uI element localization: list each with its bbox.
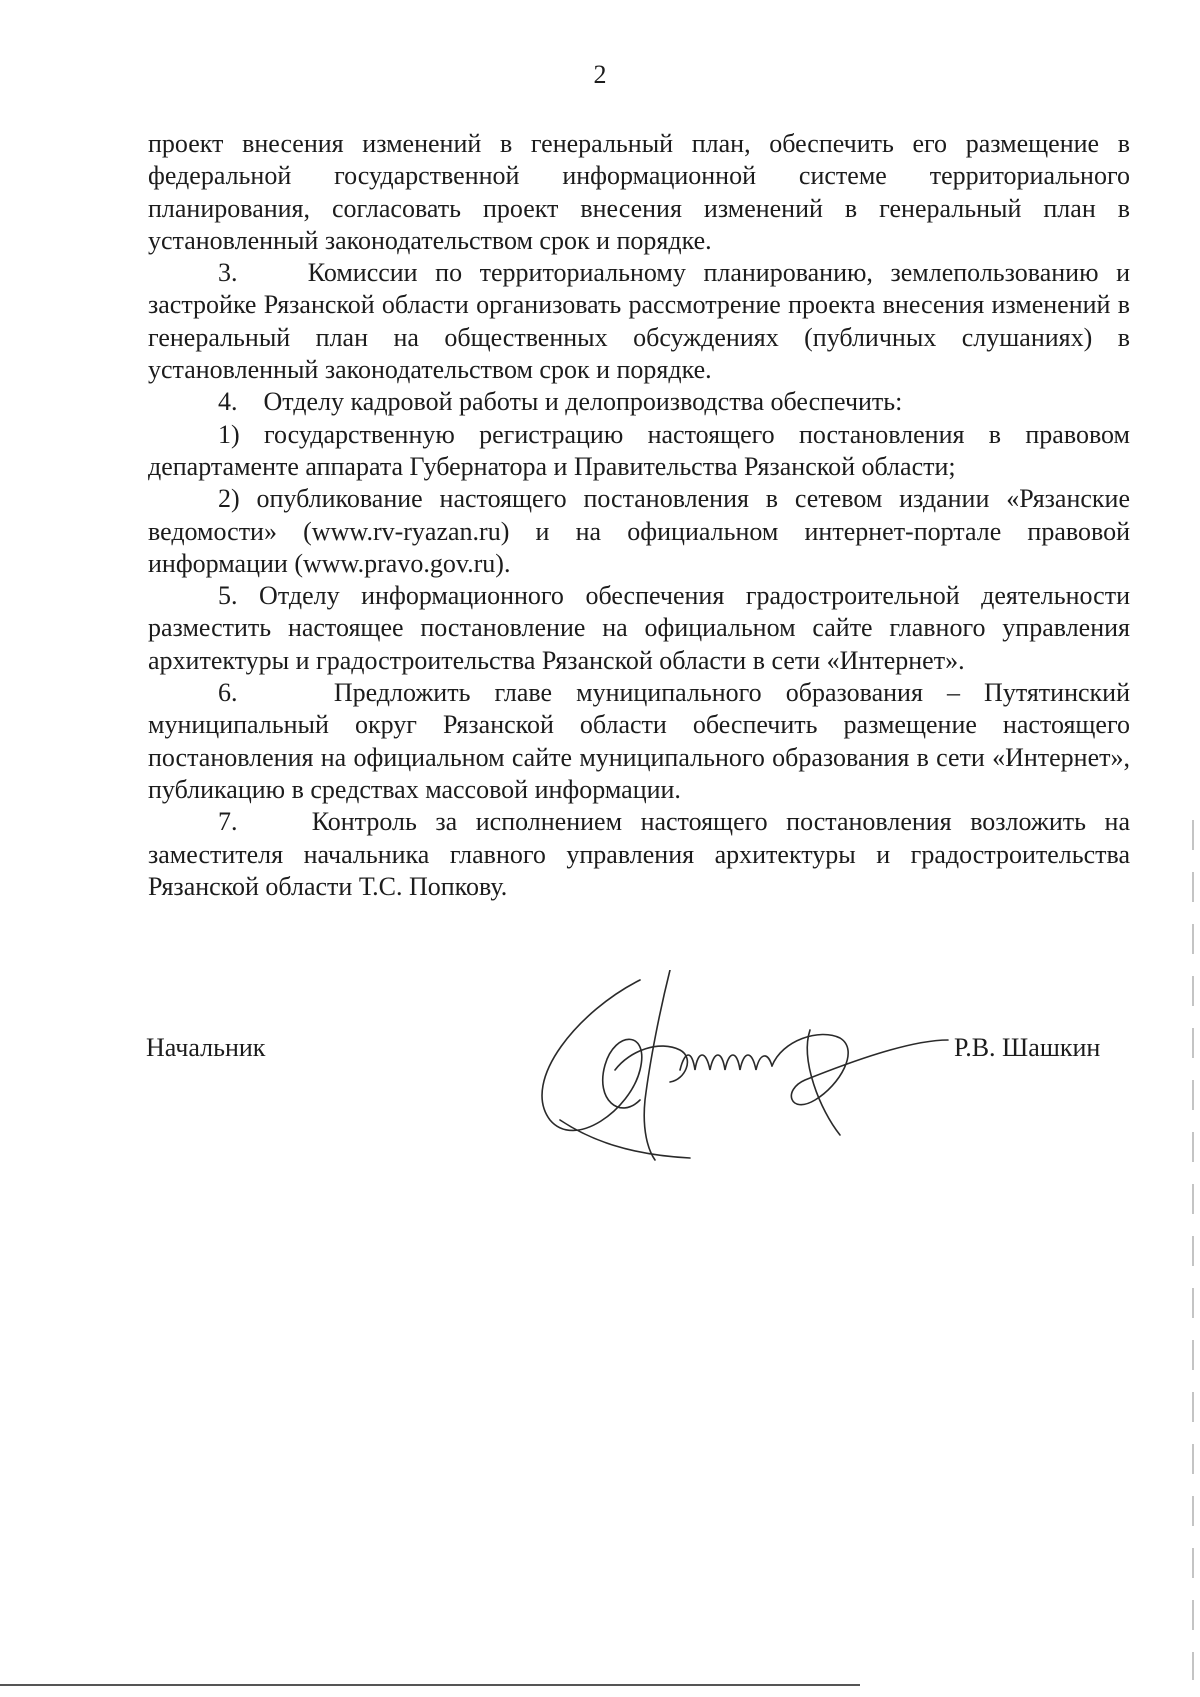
paragraph-item-7: 7. Контроль за исполнением настоящего постановления возложить на заместителя начальника главного управления архитектуры и градостроительства Рязанской области Т.С. Попкову. (148, 807, 1130, 901)
signatory-title: Начальник (146, 1033, 266, 1062)
paragraph-item-5: 5. Отделу информационного обеспечения градостроительной деятельности разместить настоящее постановление на официальном сайте главного управления архитектуры и градостроительства Рязанской области в сети «Интернет». (148, 581, 1130, 675)
page-number: 2 (593, 60, 607, 89)
paragraph-item-6: 6. Предложить главе муниципального образования – Путятинский муниципальный округ Рязанской области обеспечить размещение настоящего постановления на официальном сайте муниципального образования в сети «Интернет», публикацию в средствах массовой информации. (148, 678, 1130, 804)
handwritten-signature (520, 970, 950, 1190)
document-body (148, 128, 1130, 903)
paragraph-continuation: проект внесения изменений в генеральный план, обеспечить его размещение в федеральной государственной информационной системе территориального планирования, согласовать проект внесения изменений в генеральный план в установленный законодательством срок и порядке. (148, 129, 1130, 255)
paragraph-item-4-2: 2) опубликование настоящего постановления в сетевом издании «Рязанские ведомости» (www.rv-ryazan.ru) и на официальном интернет-портале правовой информации (www.pravo.gov.ru). (148, 484, 1130, 578)
scan-edge-artifact (1192, 820, 1194, 1680)
signatory-name: Р.В. Шашкин (954, 1033, 1101, 1062)
paragraph-item-4-1: 1) государственную регистрацию настоящего постановления в правовом департаменте аппарата Губернатора и Правительства Рязанской области; (148, 419, 1130, 481)
scan-bottom-line (0, 1684, 860, 1686)
paragraph-item-3: 3. Комиссии по территориальному планированию, землепользованию и застройке Рязанской области организовать рассмотрение проекта внесения изменений в генеральный план на общественных обсуждениях (публичных слушаниях) в установленный законодательством срок и порядке. (148, 258, 1130, 385)
paragraph-item-4: 4. Отделу кадровой работы и делопроизводства обеспечить: (218, 387, 903, 417)
